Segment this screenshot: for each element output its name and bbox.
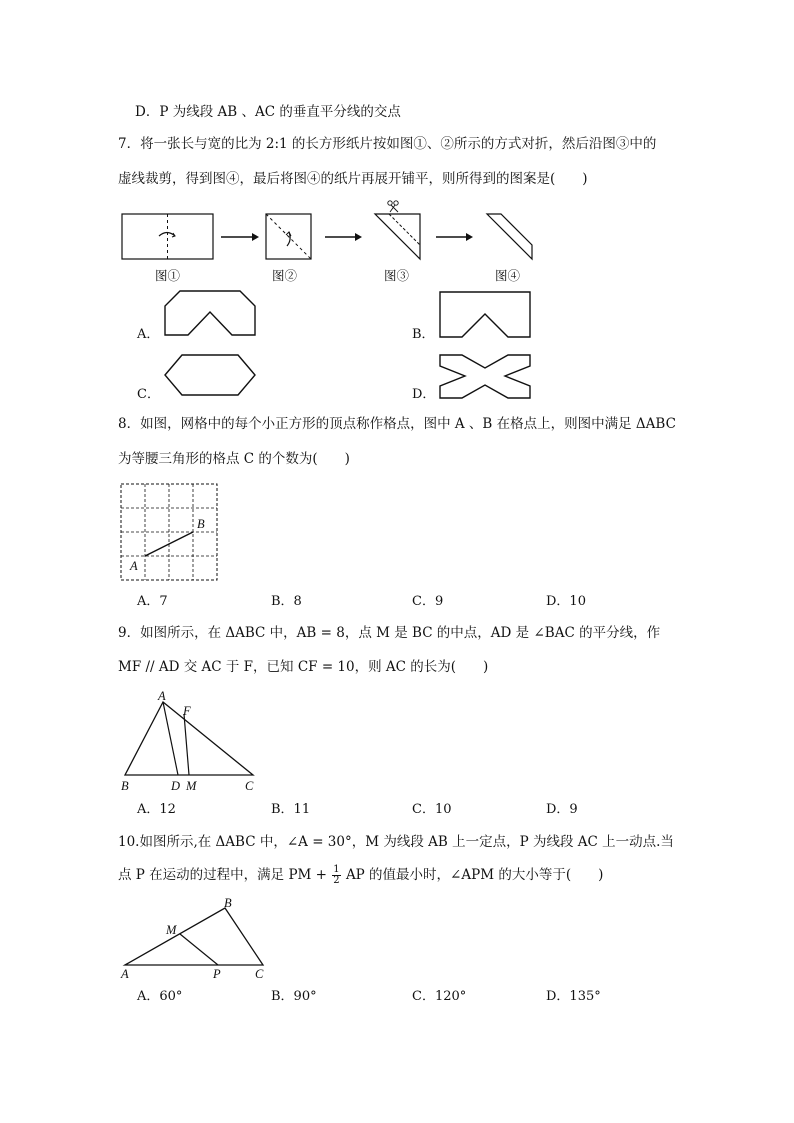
q8-option-d: D．10 — [546, 594, 586, 609]
q10-fraction-den: 2 — [333, 875, 340, 886]
q9-label-c: C — [245, 779, 254, 793]
fig3-caption: 图③ — [384, 268, 410, 283]
fig2-caption: 图② — [272, 268, 298, 283]
fig4-caption: 图④ — [495, 268, 521, 283]
q7-option-a-label: A． — [137, 327, 160, 342]
q8-option-a: A．7 — [137, 594, 168, 609]
q6-option-d-text: P 为线段 AB 、AC 的垂直平分线的交点 — [159, 104, 401, 120]
q9-label-f: F — [183, 704, 191, 718]
q8-option-b: B．8 — [271, 594, 302, 609]
q8-option-c: C．9 — [412, 594, 444, 609]
q9-label-b: B — [121, 779, 129, 793]
q7-option-d-label: D． — [412, 387, 436, 402]
q8-label-b: B — [197, 517, 205, 531]
q9-option-b: B．11 — [271, 802, 311, 817]
q8-label-a: A — [130, 559, 138, 573]
q10-stem-line2-part1: 点 P 在运动的过程中，满足 PM + — [118, 867, 327, 883]
q9-label-m: M — [186, 779, 197, 793]
fig1-caption: 图① — [155, 268, 181, 283]
q10-option-a: A．60° — [137, 989, 183, 1004]
q10-label-a: A — [121, 967, 129, 981]
segment-mp — [180, 934, 218, 965]
q9-option-a: A．12 — [137, 802, 176, 817]
q10-option-c: C．120° — [412, 989, 467, 1004]
q10-label-m: M — [166, 923, 177, 937]
q10-label-b: B — [224, 896, 232, 910]
q9-label-d: D — [171, 779, 181, 793]
q8-stem-line1: 8．如图，网格中的每个小正方形的顶点称作格点，图中 A 、B 在格点上，则图中满足 ΔABC — [118, 416, 676, 432]
q10-option-d: D．135° — [546, 989, 601, 1004]
q10-fraction-num: 1 — [333, 864, 340, 875]
q7-option-b-label: B． — [412, 327, 435, 342]
q10-label-c: C — [255, 967, 264, 981]
q10-stem-line1: 10.如图所示,在 ΔABC 中，∠A = 30°，M 为线段 AB 上一定点，P 为线段 AC 上一动点.当 — [118, 834, 674, 850]
q7-stem-line2: 虚线裁剪，得到图④，最后将图④的纸片再展开铺平，则所得到的图案是( ) — [118, 171, 588, 187]
q9-option-c: C．10 — [412, 802, 452, 817]
q8-stem-line2: 为等腰三角形的格点 C 的个数为( ) — [118, 451, 350, 467]
q9-option-d: D．9 — [546, 802, 578, 817]
q7-stem-line1: 7．将一张长与宽的比为 2:1 的长方形纸片按如图①、②所示的方式对折，然后沿图③中的 — [118, 136, 657, 152]
q9-label-a: A — [158, 689, 166, 703]
q9-stem-line1: 9．如图所示，在 ΔABC 中，AB = 8，点 M 是 BC 的中点，AD 是 ∠BAC 的平分线，作 — [118, 625, 661, 641]
q9-stem-line2: MF // AD 交 AC 于 F，已知 CF = 10，则 AC 的长为( ) — [118, 659, 489, 675]
q7-option-c-label: C． — [137, 387, 160, 402]
q10-option-b: B．90° — [271, 989, 317, 1004]
q10-stem-line2-part2: AP 的值最小时，∠APM 的大小等于( ) — [345, 867, 604, 883]
q10-label-p: P — [213, 967, 221, 981]
q6-option-d-label: D． — [135, 104, 160, 120]
